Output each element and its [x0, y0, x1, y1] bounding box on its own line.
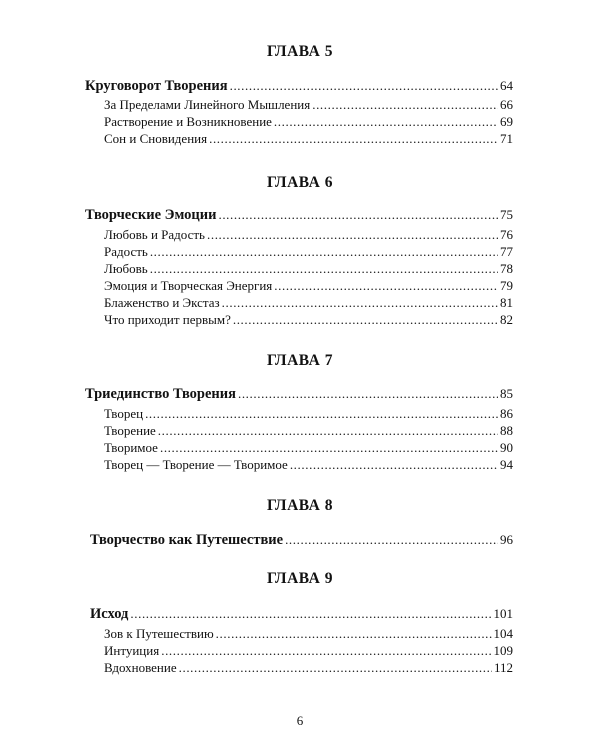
dot-leader — [209, 132, 498, 144]
toc-main-entry[interactable] — [90, 606, 513, 622]
entry-page-number: 78 — [500, 261, 513, 276]
chapter-heading: ГЛАВА 6 — [267, 174, 333, 191]
entry-page-number: 85 — [500, 386, 513, 401]
entry-title: Исход — [90, 606, 129, 622]
dot-leader — [161, 644, 491, 656]
entry-title: Творец — Творение — Творимое — [104, 457, 288, 472]
entry-title: Любовь и Радость — [104, 227, 205, 242]
entry-page-number: 109 — [493, 643, 513, 658]
toc-main-entry[interactable] — [85, 78, 513, 94]
dot-leader — [160, 441, 498, 453]
entry-page-number: 77 — [500, 244, 513, 259]
entry-page-number: 81 — [500, 295, 513, 310]
entry-page-number: 71 — [500, 131, 513, 146]
entry-title: Сон и Сновидения — [104, 131, 208, 146]
dot-leader — [130, 607, 491, 619]
dot-leader — [179, 661, 492, 673]
entry-title: Интуиция — [104, 643, 160, 658]
entry-page-number: 101 — [493, 606, 513, 621]
toc-main-entry[interactable] — [90, 532, 513, 548]
entry-page-number: 90 — [500, 440, 513, 455]
entry-title: Блаженство и Экстаз — [104, 295, 220, 310]
toc-sub-entry[interactable] — [104, 227, 513, 243]
dot-leader — [158, 424, 498, 436]
toc-sub-entry[interactable] — [104, 626, 513, 642]
dot-leader — [150, 262, 498, 274]
entry-page-number: 86 — [500, 406, 513, 421]
dot-leader — [285, 533, 498, 545]
toc-sub-entry[interactable] — [104, 457, 513, 473]
dot-leader — [218, 208, 498, 220]
toc-sub-entry[interactable] — [104, 244, 513, 260]
dot-leader — [222, 296, 498, 308]
dot-leader — [274, 279, 498, 291]
entry-title: Зов к Путешествию — [104, 626, 214, 641]
entry-page-number: 82 — [500, 312, 513, 327]
toc-sub-entry[interactable] — [104, 97, 513, 113]
entry-title: Творчество как Путешествие — [90, 532, 284, 548]
dot-leader — [216, 627, 492, 639]
chapter-heading: ГЛАВА 7 — [267, 352, 333, 369]
toc-sub-entry[interactable] — [104, 423, 513, 439]
entry-page-number: 69 — [500, 114, 513, 129]
entry-title: Эмоция и Творческая Энергия — [104, 278, 273, 293]
dot-leader — [290, 458, 498, 470]
dot-leader — [233, 313, 498, 325]
entry-title: Творческие Эмоции — [85, 207, 217, 223]
dot-leader — [238, 387, 498, 399]
toc-sub-entry[interactable] — [104, 660, 513, 676]
chapter-heading: ГЛАВА 5 — [267, 43, 333, 60]
dot-leader — [230, 79, 498, 91]
entry-title: Что приходит первым? — [104, 312, 231, 327]
entry-title: Триединство Творения — [85, 386, 236, 402]
entry-page-number: 96 — [500, 532, 513, 547]
entry-title: Растворение и Возникновение — [104, 114, 272, 129]
entry-title: Радость — [104, 244, 148, 259]
toc-sub-entry[interactable] — [104, 114, 513, 130]
toc-sub-entry[interactable] — [104, 643, 513, 659]
entry-page-number: 76 — [500, 227, 513, 242]
entry-title: Творец — [104, 406, 144, 421]
entry-title: За Пределами Линейного Мышления — [104, 97, 311, 112]
entry-page-number: 79 — [500, 278, 513, 293]
entry-page-number: 64 — [500, 78, 513, 93]
page-number: 6 — [296, 713, 304, 728]
entry-title: Творимое — [104, 440, 158, 455]
toc-main-entry[interactable] — [85, 386, 513, 402]
entry-page-number: 104 — [493, 626, 513, 641]
toc-sub-entry[interactable] — [104, 440, 513, 456]
entry-title: Творение — [104, 423, 156, 438]
dot-leader — [207, 228, 498, 240]
entry-title: Любовь — [104, 261, 148, 276]
entry-page-number: 75 — [500, 207, 513, 222]
toc-sub-entry[interactable] — [104, 278, 513, 294]
entry-page-number: 88 — [500, 423, 513, 438]
toc-sub-entry[interactable] — [104, 261, 513, 277]
dot-leader — [312, 98, 498, 110]
toc-main-entry[interactable] — [85, 207, 513, 223]
dot-leader — [150, 245, 498, 257]
dot-leader — [274, 115, 498, 127]
dot-leader — [145, 407, 498, 419]
entry-title: Круговорот Творения — [85, 78, 228, 94]
entry-title: Вдохновение — [104, 660, 177, 675]
toc-sub-entry[interactable] — [104, 295, 513, 311]
chapter-heading: ГЛАВА 9 — [267, 570, 333, 587]
toc-sub-entry[interactable] — [104, 406, 513, 422]
chapter-heading: ГЛАВА 8 — [267, 497, 333, 514]
entry-page-number: 66 — [500, 97, 513, 112]
toc-sub-entry[interactable] — [104, 131, 513, 147]
entry-page-number: 112 — [493, 660, 513, 675]
entry-page-number: 94 — [500, 457, 513, 472]
toc-sub-entry[interactable] — [104, 312, 513, 328]
